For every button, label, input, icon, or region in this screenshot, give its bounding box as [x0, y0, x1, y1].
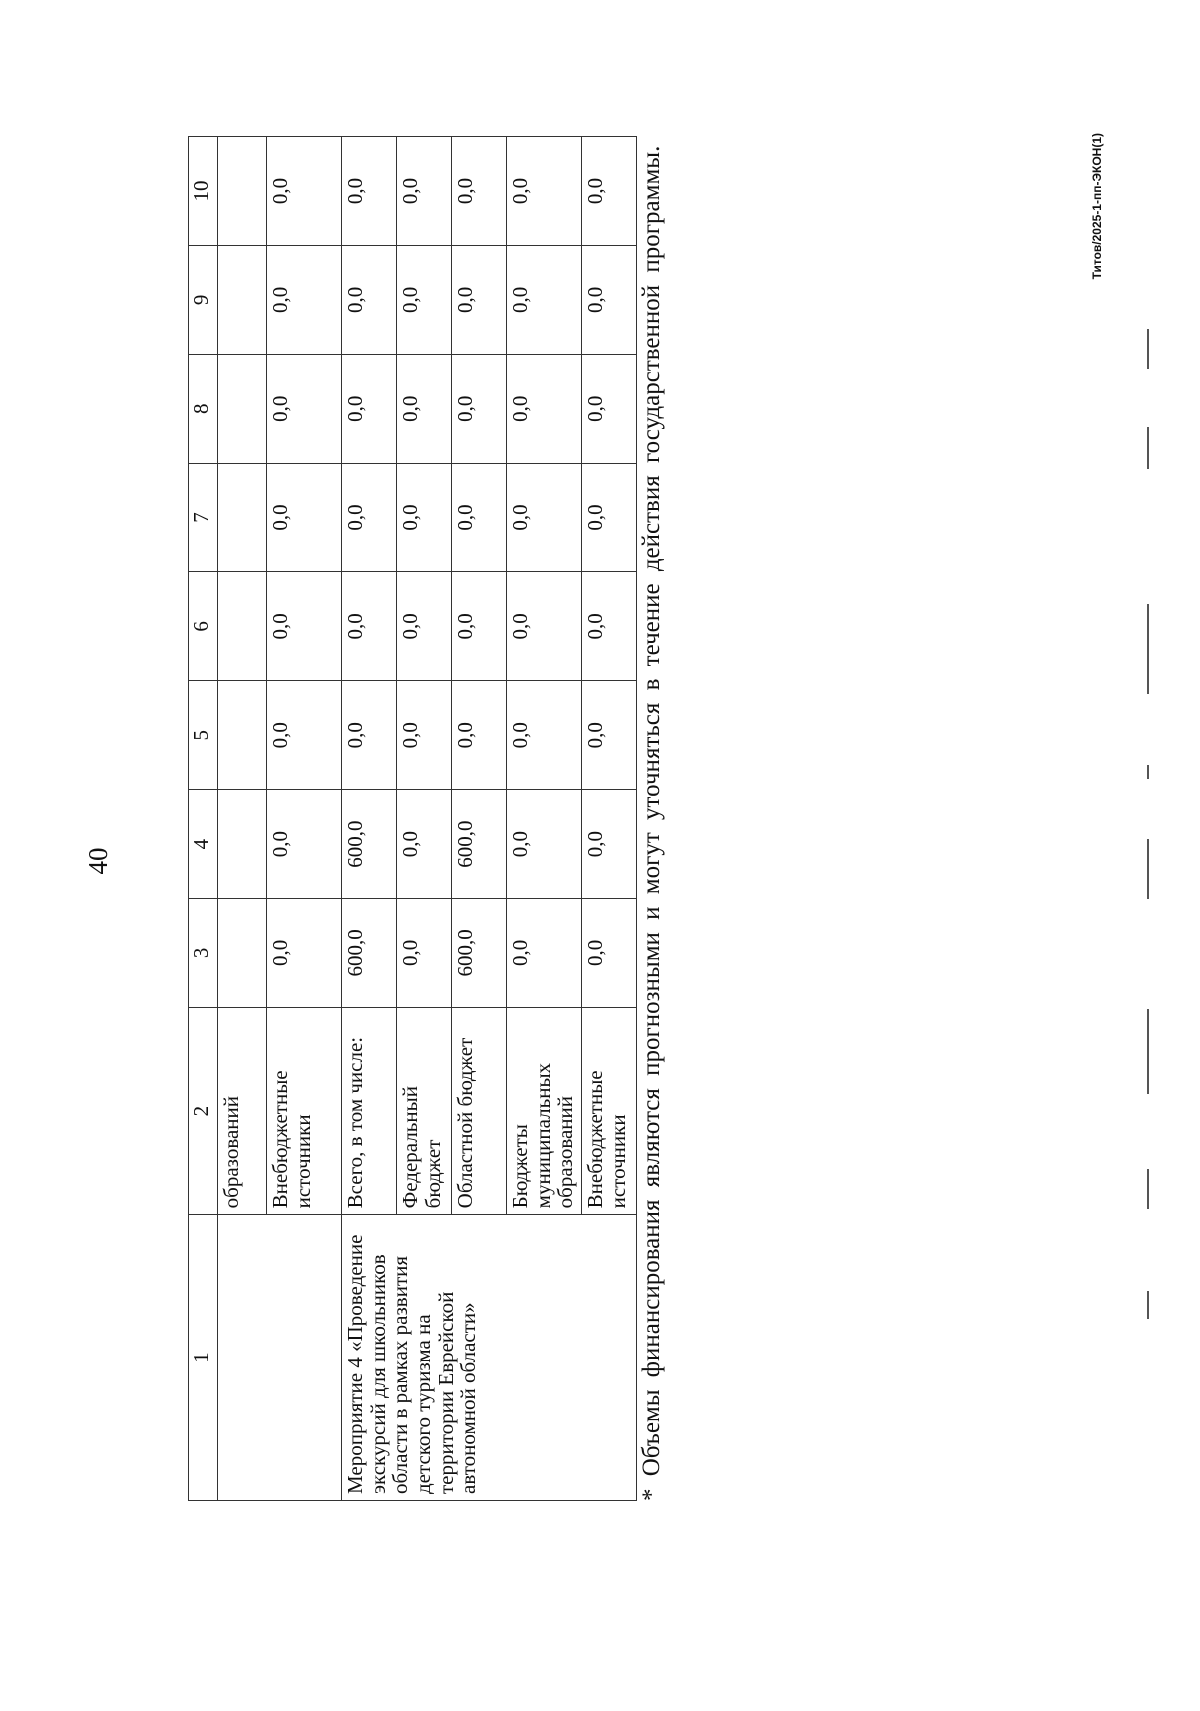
value-cell: 0,0: [397, 137, 452, 246]
value-cell: [218, 137, 267, 246]
value-cell: 0,0: [452, 354, 507, 463]
column-header: 6: [189, 572, 218, 681]
table-row: [218, 137, 267, 1501]
value-cell: 0,0: [452, 463, 507, 572]
value-cell: 0,0: [267, 790, 342, 899]
funding-source-cell: Федеральный бюджет: [397, 1007, 452, 1214]
funding-source-cell: Областной бюджет: [452, 1007, 507, 1214]
footnote: * Объемы финансирования являются прогнозными и могут уточняться в течение действия государственной программы.: [638, 145, 665, 1501]
value-cell: 0,0: [452, 245, 507, 354]
value-cell: 0,0: [507, 463, 582, 572]
value-cell: [218, 572, 267, 681]
value-cell: 0,0: [267, 245, 342, 354]
value-cell: 0,0: [507, 572, 582, 681]
column-header: 8: [189, 354, 218, 463]
funding-source-cell: Бюджеты муниципальных образований: [507, 1007, 582, 1214]
value-cell: 600,0: [452, 790, 507, 899]
value-cell: 0,0: [342, 137, 397, 246]
funding-source-cell: образований: [218, 1007, 267, 1214]
value-cell: 0,0: [452, 681, 507, 790]
value-cell: 600,0: [452, 899, 507, 1008]
value-cell: 0,0: [582, 899, 637, 1008]
column-header: 2: [189, 1007, 218, 1214]
value-cell: 0,0: [507, 899, 582, 1008]
document-code: Титов/2025-1-пп-ЭКОН(1): [1090, 133, 1104, 280]
value-cell: 0,0: [342, 463, 397, 572]
value-cell: 0,0: [397, 681, 452, 790]
value-cell: [218, 681, 267, 790]
financing-table: [188, 136, 637, 1501]
column-header: 10: [189, 137, 218, 246]
value-cell: 0,0: [582, 790, 637, 899]
table-row: [342, 137, 397, 1501]
funding-source-cell: Всего, в том числе:: [342, 1007, 397, 1214]
value-cell: 0,0: [507, 245, 582, 354]
page-number: 40: [83, 847, 113, 875]
value-cell: 0,0: [507, 681, 582, 790]
value-cell: 0,0: [342, 681, 397, 790]
value-cell: 0,0: [267, 354, 342, 463]
value-cell: 0,0: [397, 463, 452, 572]
value-cell: [218, 354, 267, 463]
value-cell: 600,0: [342, 790, 397, 899]
value-cell: 0,0: [342, 354, 397, 463]
value-cell: [218, 245, 267, 354]
value-cell: 0,0: [397, 899, 452, 1008]
value-cell: 0,0: [582, 354, 637, 463]
value-cell: 0,0: [397, 790, 452, 899]
value-cell: [218, 899, 267, 1008]
value-cell: 0,0: [582, 681, 637, 790]
value-cell: 0,0: [582, 572, 637, 681]
value-cell: 0,0: [452, 572, 507, 681]
funding-source-cell: Внебюджетные источники: [267, 1007, 342, 1214]
column-header: 1: [189, 1215, 218, 1501]
value-cell: 0,0: [582, 463, 637, 572]
value-cell: 600,0: [342, 899, 397, 1008]
value-cell: 0,0: [267, 572, 342, 681]
value-cell: 0,0: [267, 463, 342, 572]
table-header-row: [189, 137, 218, 1501]
value-cell: 0,0: [397, 245, 452, 354]
value-cell: 0,0: [267, 681, 342, 790]
value-cell: 0,0: [267, 137, 342, 246]
funding-source-cell: Внебюджетные источники: [582, 1007, 637, 1214]
measure-name-cell: Мероприятие 4 «Проведение экскурсий для школьников области в рамках развития детского туризма на территории Еврейской автономной области»: [342, 1215, 637, 1501]
value-cell: 0,0: [342, 572, 397, 681]
value-cell: 0,0: [452, 137, 507, 246]
value-cell: 0,0: [342, 245, 397, 354]
value-cell: 0,0: [507, 790, 582, 899]
column-header: 3: [189, 899, 218, 1008]
measure-name-cell: [218, 1215, 342, 1501]
value-cell: [218, 463, 267, 572]
value-cell: 0,0: [267, 899, 342, 1008]
column-header: 7: [189, 463, 218, 572]
scan-artifact-line: [1147, 319, 1153, 1319]
column-header: 4: [189, 790, 218, 899]
column-header: 9: [189, 245, 218, 354]
value-cell: 0,0: [397, 354, 452, 463]
value-cell: 0,0: [582, 137, 637, 246]
column-header: 5: [189, 681, 218, 790]
value-cell: 0,0: [507, 354, 582, 463]
value-cell: [218, 790, 267, 899]
value-cell: 0,0: [507, 137, 582, 246]
value-cell: 0,0: [397, 572, 452, 681]
value-cell: 0,0: [582, 245, 637, 354]
